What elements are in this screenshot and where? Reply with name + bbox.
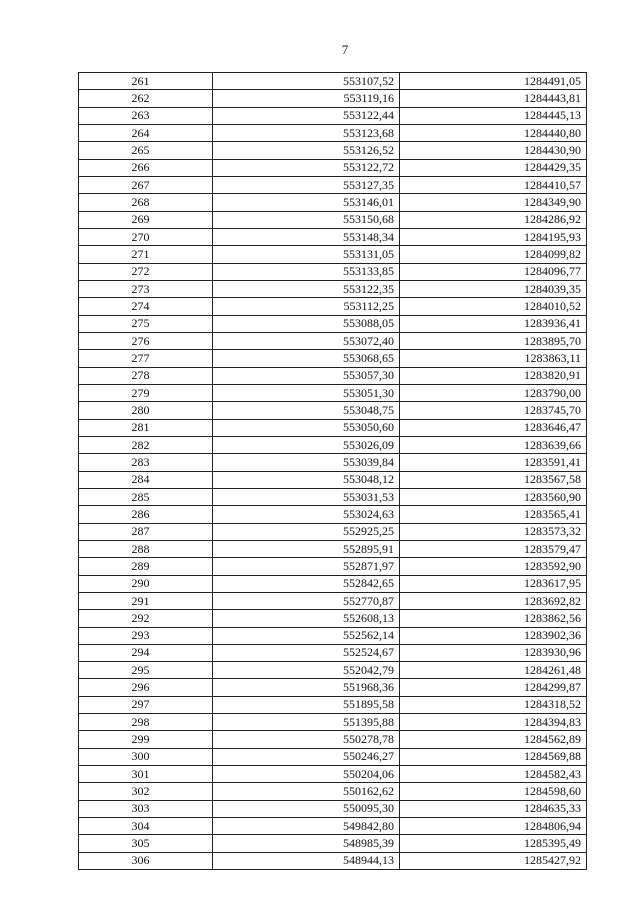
table-row [79,679,587,696]
point-number-cell: 287 [79,523,213,540]
point-number-cell: 274 [79,298,213,315]
table-row [79,73,587,90]
point-number-cell: 297 [79,696,213,713]
coordinates-table [78,72,587,870]
y-coordinate-cell: 1284445,13 [400,107,587,124]
table-row [79,800,587,817]
x-coordinate-cell: 552770,87 [213,592,400,609]
point-number-cell: 267 [79,176,213,193]
point-number-cell: 300 [79,748,213,765]
table-row [79,592,587,609]
table-row [79,662,587,679]
x-coordinate-cell: 553133,85 [213,263,400,280]
point-number-cell: 306 [79,852,213,869]
y-coordinate-cell: 1283936,41 [400,315,587,332]
x-coordinate-cell: 553068,65 [213,350,400,367]
point-number-cell: 293 [79,627,213,644]
point-number-cell: 275 [79,315,213,332]
y-coordinate-cell: 1284430,90 [400,142,587,159]
point-number-cell: 271 [79,246,213,263]
x-coordinate-cell: 551395,88 [213,714,400,731]
y-coordinate-cell: 1283862,56 [400,610,587,627]
table-row [79,506,587,523]
point-number-cell: 277 [79,350,213,367]
point-number-cell: 280 [79,402,213,419]
table-row [79,523,587,540]
point-number-cell: 286 [79,506,213,523]
x-coordinate-cell: 552925,25 [213,523,400,540]
x-coordinate-cell: 551895,58 [213,696,400,713]
x-coordinate-cell: 553048,75 [213,402,400,419]
y-coordinate-cell: 1284598,60 [400,783,587,800]
point-number-cell: 291 [79,592,213,609]
x-coordinate-cell: 553088,05 [213,315,400,332]
y-coordinate-cell: 1284429,35 [400,159,587,176]
table-row [79,627,587,644]
point-number-cell: 264 [79,124,213,141]
y-coordinate-cell: 1283863,11 [400,350,587,367]
point-number-cell: 278 [79,367,213,384]
x-coordinate-cell: 550162,62 [213,783,400,800]
table-row [79,124,587,141]
table-row [79,731,587,748]
y-coordinate-cell: 1284039,35 [400,280,587,297]
table-row [79,818,587,835]
table-row [79,263,587,280]
y-coordinate-cell: 1283902,36 [400,627,587,644]
x-coordinate-cell: 553150,68 [213,211,400,228]
point-number-cell: 288 [79,540,213,557]
x-coordinate-cell: 549842,80 [213,818,400,835]
point-number-cell: 295 [79,662,213,679]
point-number-cell: 263 [79,107,213,124]
x-coordinate-cell: 553031,53 [213,488,400,505]
point-number-cell: 299 [79,731,213,748]
point-number-cell: 302 [79,783,213,800]
x-coordinate-cell: 553024,63 [213,506,400,523]
page-number: 7 [341,42,349,57]
point-number-cell: 273 [79,280,213,297]
coordinates-table-body [79,73,587,870]
table-row [79,402,587,419]
y-coordinate-cell: 1283639,66 [400,436,587,453]
x-coordinate-cell: 552562,14 [213,627,400,644]
y-coordinate-cell: 1283617,95 [400,575,587,592]
table-row [79,471,587,488]
point-number-cell: 301 [79,766,213,783]
x-coordinate-cell: 552524,67 [213,644,400,661]
x-coordinate-cell: 550246,27 [213,748,400,765]
point-number-cell: 296 [79,679,213,696]
point-number-cell: 305 [79,835,213,852]
point-number-cell: 281 [79,419,213,436]
table-row [79,766,587,783]
point-number-cell: 266 [79,159,213,176]
y-coordinate-cell: 1283591,41 [400,454,587,471]
point-number-cell: 283 [79,454,213,471]
table-row [79,228,587,245]
y-coordinate-cell: 1284562,89 [400,731,587,748]
table-row [79,246,587,263]
y-coordinate-cell: 1283790,00 [400,384,587,401]
point-number-cell: 298 [79,714,213,731]
y-coordinate-cell: 1284099,82 [400,246,587,263]
x-coordinate-cell: 553072,40 [213,332,400,349]
x-coordinate-cell: 553048,12 [213,471,400,488]
y-coordinate-cell: 1283820,91 [400,367,587,384]
x-coordinate-cell: 553107,52 [213,73,400,90]
point-number-cell: 284 [79,471,213,488]
x-coordinate-cell: 553119,16 [213,90,400,107]
y-coordinate-cell: 1283895,70 [400,332,587,349]
table-row [79,783,587,800]
y-coordinate-cell: 1284440,80 [400,124,587,141]
table-row [79,194,587,211]
x-coordinate-cell: 553039,84 [213,454,400,471]
x-coordinate-cell: 553057,30 [213,367,400,384]
x-coordinate-cell: 552842,65 [213,575,400,592]
table-row [79,436,587,453]
table-row [79,748,587,765]
y-coordinate-cell: 1284261,48 [400,662,587,679]
table-row [79,90,587,107]
point-number-cell: 303 [79,800,213,817]
x-coordinate-cell: 553126,52 [213,142,400,159]
table-row [79,315,587,332]
point-number-cell: 261 [79,73,213,90]
x-coordinate-cell: 550278,78 [213,731,400,748]
x-coordinate-cell: 552871,97 [213,558,400,575]
point-number-cell: 292 [79,610,213,627]
point-number-cell: 265 [79,142,213,159]
x-coordinate-cell: 553123,68 [213,124,400,141]
point-number-cell: 282 [79,436,213,453]
x-coordinate-cell: 553122,44 [213,107,400,124]
table-row [79,610,587,627]
x-coordinate-cell: 553026,09 [213,436,400,453]
x-coordinate-cell: 553122,35 [213,280,400,297]
table-row [79,575,587,592]
y-coordinate-cell: 1284806,94 [400,818,587,835]
point-number-cell: 294 [79,644,213,661]
table-row [79,211,587,228]
table-row [79,454,587,471]
y-coordinate-cell: 1283692,82 [400,592,587,609]
table-row [79,280,587,297]
x-coordinate-cell: 553112,25 [213,298,400,315]
table-row [79,159,587,176]
table-row [79,714,587,731]
table-row [79,696,587,713]
table-row [79,384,587,401]
y-coordinate-cell: 1284635,33 [400,800,587,817]
y-coordinate-cell: 1284010,52 [400,298,587,315]
table-row [79,835,587,852]
y-coordinate-cell: 1283573,32 [400,523,587,540]
y-coordinate-cell: 1284569,88 [400,748,587,765]
x-coordinate-cell: 553127,35 [213,176,400,193]
x-coordinate-cell: 548985,39 [213,835,400,852]
table-row [79,107,587,124]
table-row [79,540,587,557]
y-coordinate-cell: 1285427,92 [400,852,587,869]
y-coordinate-cell: 1283592,90 [400,558,587,575]
y-coordinate-cell: 1283930,96 [400,644,587,661]
x-coordinate-cell: 553131,05 [213,246,400,263]
point-number-cell: 290 [79,575,213,592]
y-coordinate-cell: 1283646,47 [400,419,587,436]
table-row [79,298,587,315]
y-coordinate-cell: 1284491,05 [400,73,587,90]
table-row [79,332,587,349]
x-coordinate-cell: 553148,34 [213,228,400,245]
x-coordinate-cell: 550204,06 [213,766,400,783]
y-coordinate-cell: 1283567,58 [400,471,587,488]
y-coordinate-cell: 1283579,47 [400,540,587,557]
point-number-cell: 285 [79,488,213,505]
table-row [79,488,587,505]
point-number-cell: 272 [79,263,213,280]
x-coordinate-cell: 548944,13 [213,852,400,869]
point-number-cell: 270 [79,228,213,245]
table-row [79,176,587,193]
y-coordinate-cell: 1284195,93 [400,228,587,245]
table-row [79,644,587,661]
table-row [79,350,587,367]
table-row [79,419,587,436]
x-coordinate-cell: 553051,30 [213,384,400,401]
point-number-cell: 304 [79,818,213,835]
x-coordinate-cell: 553146,01 [213,194,400,211]
point-number-cell: 279 [79,384,213,401]
x-coordinate-cell: 552608,13 [213,610,400,627]
y-coordinate-cell: 1284394,83 [400,714,587,731]
x-coordinate-cell: 553050,60 [213,419,400,436]
x-coordinate-cell: 552042,79 [213,662,400,679]
y-coordinate-cell: 1284349,90 [400,194,587,211]
point-number-cell: 289 [79,558,213,575]
x-coordinate-cell: 553122,72 [213,159,400,176]
y-coordinate-cell: 1283565,41 [400,506,587,523]
y-coordinate-cell: 1283560,90 [400,488,587,505]
y-coordinate-cell: 1284096,77 [400,263,587,280]
table-row [79,852,587,869]
table-row [79,142,587,159]
y-coordinate-cell: 1284299,87 [400,679,587,696]
point-number-cell: 269 [79,211,213,228]
x-coordinate-cell: 551968,36 [213,679,400,696]
y-coordinate-cell: 1284410,57 [400,176,587,193]
point-number-cell: 262 [79,90,213,107]
y-coordinate-cell: 1284443,81 [400,90,587,107]
x-coordinate-cell: 550095,30 [213,800,400,817]
y-coordinate-cell: 1284286,92 [400,211,587,228]
table-row [79,367,587,384]
point-number-cell: 268 [79,194,213,211]
y-coordinate-cell: 1284582,43 [400,766,587,783]
y-coordinate-cell: 1284318,52 [400,696,587,713]
y-coordinate-cell: 1285395,49 [400,835,587,852]
table-row [79,558,587,575]
point-number-cell: 276 [79,332,213,349]
x-coordinate-cell: 552895,91 [213,540,400,557]
y-coordinate-cell: 1283745,70 [400,402,587,419]
